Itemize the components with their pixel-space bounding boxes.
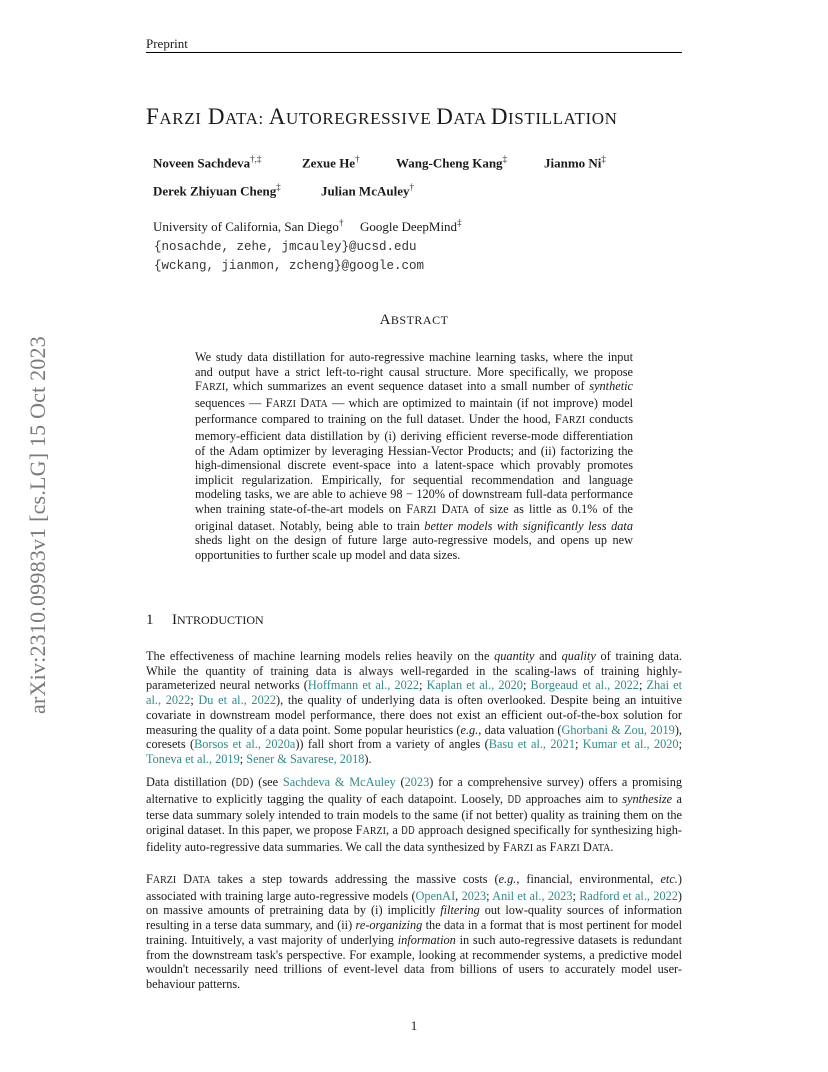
affiliation-google: Google DeepMind‡: [359, 218, 462, 235]
intro-paragraph: Data distillation (DD) (see Sachdeva & McAuley (2023) for a comprehensive survey) offers a promising alternative to explicitly tagging the quality of each datapoint. Loosely, DD approaches aim to synthesize a terse data summary solely intended to train models to the same (if not better) quality as training them on the original dataset. In this paper, we propose FARZI, a DD approach designed specifically for synthesizing high-fidelity auto-regressive data summaries. We call the data synthesized by FARZI as FARZI DATA.: [146, 775, 682, 854]
intro-paragraph: FARZI DATA takes a step towards addressing the massive costs (e.g., financial, environmental, etc.) associated with training large auto-regressive models (OpenAI, 2023; Anil et al., 2023; Radford et al., 2022) on massive amounts of pretraining data by (i) implicitly filtering out low-quality sources of information resulting in a terse data summary, and (ii) re-organizing the data in a format that is most pertinent for model training. Intuitively, a vast majority of underlying information in such auto-regressive datasets is redundant from the downstream task's perspective. For example, looking at recommender systems, a predictive model wouldn't necessarily need trillions of event-level data from billions of users to accurately model user-behaviour patterns.: [146, 872, 683, 991]
author-name: Jianmo Ni‡: [544, 154, 606, 171]
citation-link[interactable]: Toneva et al., 2019: [146, 751, 240, 766]
citation-link[interactable]: Borgeaud et al., 2022: [530, 678, 639, 693]
author-name: Noveen Sachdeva†,‡: [153, 154, 262, 171]
citation-link[interactable]: 2023: [461, 888, 487, 903]
running-header: Preprint: [146, 36, 188, 51]
citation-link[interactable]: Zhai et al., 2022: [146, 678, 683, 708]
abstract-text: We study data distillation for auto-regressive machine learning tasks, where the input and output have a strict left-to-right causal structure. More specifically, we propose FARZI, which summarizes an event sequence dataset into a small number of synthetic sequences — FARZI DATA — which are optimized to maintain (if not improve) model performance compared to training on the full dataset. Under the hood, FARZI conducts memory-efficient data distillation by (i) deriving efficient reverse-mode differentiation of the Adam optimizer by leveraging Hessian-Vector Products; and (ii) factorizing the high-dimensional discrete event-space into a latent-space which provably promotes implicit regularization. Empirically, for sequential recommendation and language modeling tasks, we are able to achieve 98 − 120% of downstream full-data performance when training state-of-the-art models on FARZI DATA of size as little as 0.1% of the original dataset. Notably, being able to train better models with significantly less data sheds light on the design of future large auto-regressive models, and opens up new opportunities to further scale up model and data sizes.: [195, 350, 634, 562]
citation-link[interactable]: Anil et al., 2023: [492, 888, 573, 903]
arxiv-identifier: arXiv:2310.09983v1 [cs.LG] 15 Oct 2023: [25, 336, 50, 714]
citation-link[interactable]: 2023: [404, 775, 430, 789]
author-name: Wang-Cheng Kang‡: [396, 154, 508, 171]
author-name: Derek Zhiyuan Cheng‡: [153, 182, 281, 199]
citation-link[interactable]: Sachdeva & McAuley: [282, 775, 396, 789]
citation-link[interactable]: Radford et al., 2022: [579, 888, 678, 903]
citation-link[interactable]: Kumar et al., 2020: [582, 737, 679, 752]
arxiv-sidebar: [18, 290, 58, 760]
citation-link[interactable]: OpenAI: [415, 888, 456, 903]
citation-link[interactable]: Hoffmann et al., 2022: [307, 678, 420, 693]
affiliations: [153, 218, 462, 235]
email-ucsd: {nosachde, zehe, jmcauley}@ucsd.edu: [154, 240, 417, 254]
citation-link[interactable]: Ghorbani & Zou, 2019: [561, 722, 675, 737]
citation-link[interactable]: Sener & Savarese, 2018: [246, 751, 365, 766]
affiliation-ucsd: University of California, San Diego†: [153, 218, 344, 235]
email-google: {wckang, jianmon, zcheng}@google.com: [154, 259, 425, 273]
paper-title: FARZI DATA: AUTOREGRESSIVE DATA DISTILLATION: [146, 104, 618, 129]
header-rule: [146, 52, 682, 53]
citation-link[interactable]: Du et al., 2022: [198, 693, 277, 708]
citation-link[interactable]: Kaplan et al., 2020: [426, 678, 523, 693]
citation-link[interactable]: Basu et al., 2021: [488, 737, 575, 752]
page-number: 1: [410, 1018, 418, 1033]
author-name: Julian McAuley†: [321, 182, 414, 199]
author-name: Zexue He†: [302, 154, 360, 171]
section-heading-introduction: 1 INTRODUCTION: [146, 612, 264, 628]
citation-link[interactable]: Borsos et al., 2020a: [194, 737, 296, 752]
abstract-heading: ABSTRACT: [379, 312, 449, 328]
intro-paragraph: The effectiveness of machine learning models relies heavily on the quantity and quality of training data. While the quantity of training data is always well-regarded in the scaling-laws of training highly-parameterized neural networks (Hoffmann et al., 2022; Kaplan et al., 2020; Borgeaud et al., 2022; Zhai et al., 2022; Du et al., 2022), the quality of underlying data is often overlooked. Despite being an intuitive covariate in downstream model performance, there does not exist an efficient out-of-the-box solution for measuring the quality of a data point. Some popular heuristics (e.g., data valuation (Ghorbani & Zou, 2019), coresets (Borsos et al., 2020a)) fall short from a variety of angles (Basu et al., 2021; Kumar et al., 2020; Toneva et al., 2019; Sener & Savarese, 2018).: [146, 649, 683, 766]
